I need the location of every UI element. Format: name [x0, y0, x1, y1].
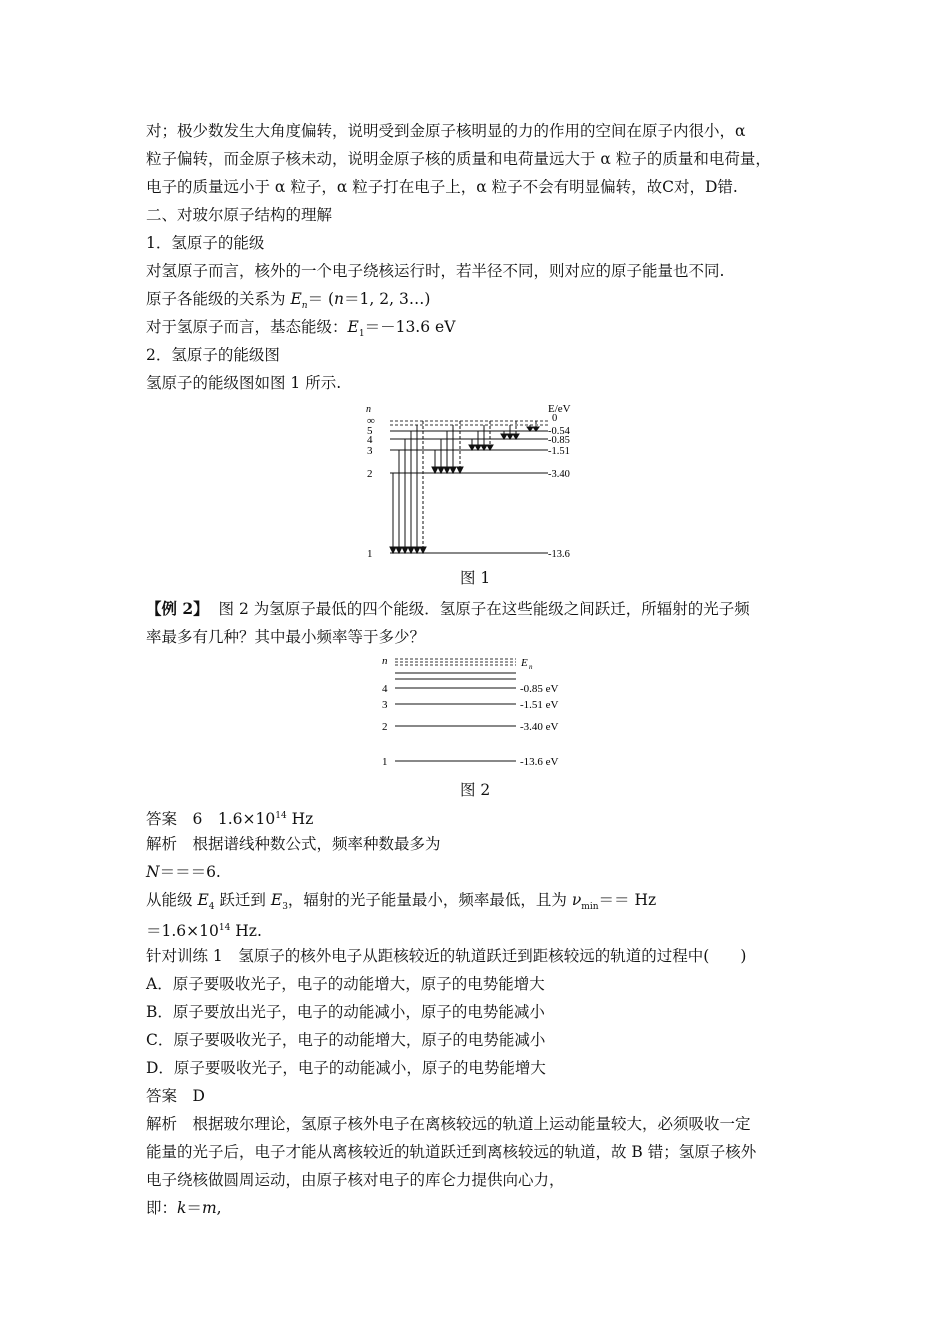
text-span: E: [197, 891, 209, 909]
arrow-head: [414, 547, 420, 553]
text-span: k: [177, 1199, 187, 1217]
text-span: ＝1.6×10: [146, 922, 219, 941]
arrow-head: [408, 547, 414, 553]
analysis-line: 电子绕核做圆周运动，由原子核对电子的库仑力提供向心力，: [146, 1171, 565, 1189]
level-n-label: 2: [382, 721, 388, 733]
figure-caption: 图 1: [460, 569, 491, 587]
transition-arrows-to-4: [501, 421, 519, 439]
text-span: E: [270, 891, 283, 909]
arrow-head: [501, 434, 507, 439]
arrow-head: [420, 547, 426, 553]
formula-line: [146, 915, 262, 944]
subscript: min: [581, 902, 599, 913]
formula-line: [146, 859, 221, 885]
example-line: [146, 596, 750, 622]
answer-line: 答案 D: [146, 1087, 205, 1105]
text-span: ν: [571, 891, 582, 909]
axis-n-label: n: [366, 404, 371, 415]
arrow-head: [396, 547, 402, 553]
text-span: m: [201, 1199, 217, 1217]
text-span: Hz: [286, 810, 314, 829]
figure-caption: 图 2: [460, 781, 491, 799]
energy-level-diagram-1: [362, 400, 602, 565]
level-n-label: 3: [382, 699, 388, 711]
answer-line: [146, 803, 313, 832]
level-e-label: -3.40 eV: [520, 721, 559, 733]
level-n-label: 1: [367, 548, 373, 560]
text-span: E: [290, 290, 302, 308]
level-e-label: 0: [552, 413, 558, 424]
text-span: n: [334, 290, 345, 308]
arrow-head: [469, 445, 475, 450]
arrow-head: [438, 467, 444, 473]
analysis-line: 解析 根据谱线种数公式，频率种数最多为: [146, 835, 441, 853]
level-e-label: -13.6 eV: [520, 756, 559, 768]
paragraph-line: 电子的质量远小于 α 粒子，α 粒子打在电子上，α 粒子不会有明显偏转，故C对，D错.: [146, 178, 738, 196]
text-span: 图 2 为氢原子最低的四个能级．氢原子在这些能级之间跃迁，所辐射的光子频: [218, 600, 750, 618]
paragraph-line: 率最多有几种？其中最小频率等于多少？: [146, 628, 426, 646]
axis-e-subscript: n: [529, 663, 533, 671]
arrow-head: [402, 547, 408, 553]
axis-e-label: E: [521, 657, 528, 669]
arrow-head: [507, 434, 513, 439]
level-n-label: 3: [367, 445, 373, 457]
level-n-label: 1: [382, 756, 388, 768]
option-b: B．原子要放出光子，电子的动能减小，原子的电势能减小: [146, 1003, 545, 1021]
formula-line: [146, 1195, 222, 1221]
text-span: 原子各能级的关系为: [146, 290, 291, 308]
option-c: C．原子要吸收光子，电子的动能增大，原子的电势能减小: [146, 1031, 546, 1049]
example-label: 【例 2】: [146, 599, 209, 618]
text-span: ＝ (: [307, 290, 335, 308]
text-span: ＝: [186, 1199, 202, 1217]
paragraph-line: 粒子偏转，而金原子核未动，说明金原子核的质量和电荷量远大于 α 粒子的质量和电荷量，: [146, 150, 771, 168]
text-span: ＝＝ Hz: [598, 891, 657, 909]
arrow-head: [390, 547, 396, 553]
level-n-label: 4: [367, 434, 373, 446]
arrow-head: [450, 467, 456, 473]
subscript: 1: [358, 329, 365, 340]
axis-n-label: n: [382, 655, 388, 667]
analysis-line: 能量的光子后，电子才能从离核较近的轨道跃迁到离核较远的轨道，故 B 错；氢原子核外: [146, 1143, 757, 1161]
arrow-head: [475, 445, 481, 450]
arrow-head: [481, 445, 487, 450]
level-n-label: ∞: [367, 415, 375, 427]
level-e-label: -1.51: [548, 446, 570, 457]
section-heading: 二、对玻尔原子结构的理解: [146, 206, 333, 224]
question-line: 针对训练 1 氢原子的核外电子从距核较近的轨道跃迁到距核较远的轨道的过程中( ): [146, 947, 747, 965]
arrow-head: [487, 445, 493, 450]
paragraph-line: 氢原子的能级图如图 1 所示.: [146, 374, 342, 392]
superscript: 14: [275, 811, 287, 821]
text-span: ,: [216, 1199, 222, 1217]
text-span: ，辐射的光子能量最小，频率最低，且为: [287, 891, 572, 909]
arrow-head: [527, 427, 533, 431]
level-n-label: 4: [382, 683, 388, 695]
superscript: 14: [218, 923, 231, 933]
text-span: 答案 6 1.6×10: [146, 810, 276, 829]
level-n-label: 5: [367, 425, 373, 437]
option-a: A．原子要吸收光子，电子的动能增大，原子的电势能增大: [146, 975, 545, 993]
option-d: D．原子要吸收光子，电子的动能减小，原子的电势能增大: [146, 1059, 546, 1077]
paragraph-line: 对氢原子而言，核外的一个电子绕核运行时，若半径不同，则对应的原子能量也不同.: [146, 262, 725, 280]
transition-arrows-to-2: [432, 421, 463, 473]
axis-e-label: E/eV: [548, 403, 571, 415]
arrow-head: [444, 467, 450, 473]
energy-level-diagram-2: [378, 652, 588, 772]
transition-arrows-to-1: [390, 421, 426, 553]
level-e-label: -0.85 eV: [520, 683, 559, 695]
level-e-label: -3.40: [548, 469, 570, 480]
text-span: 即：: [146, 1199, 178, 1217]
paragraph-line: 对；极少数发生大角度偏转，说明受到金原子核明显的力的作用的空间在原子内很小，α: [146, 122, 746, 140]
level-e-label: -0.85: [548, 435, 570, 446]
text-span: E: [347, 318, 359, 336]
text-span: 跃迁到: [214, 891, 271, 909]
arrow-head: [513, 434, 519, 439]
text-span: Hz.: [230, 922, 262, 941]
level-e-label: -0.54: [548, 426, 570, 437]
subscript: 4: [208, 902, 215, 913]
text-span: ＝1, 2, 3…): [344, 290, 431, 308]
text-span: 对于氢原子而言，基态能级：: [146, 318, 348, 336]
text-span: 从能级: [146, 891, 198, 909]
subscript: 3: [282, 902, 288, 913]
text-span: N: [146, 863, 160, 881]
transition-arrows-to-5: [527, 421, 539, 431]
text-span: ＝＝＝6.: [159, 863, 221, 881]
level-e-label: -13.6: [548, 549, 570, 560]
level-e-label: -1.51 eV: [520, 699, 559, 711]
arrow-head: [432, 467, 438, 473]
subscript: n: [301, 301, 308, 312]
arrow-head: [533, 427, 539, 431]
arrow-head: [457, 467, 463, 473]
subsection-heading: 1．氢原子的能级: [146, 234, 265, 252]
analysis-line: 解析 根据玻尔理论，氢原子核外电子在离核较远的轨道上运动能量较大，必须吸收一定: [146, 1115, 751, 1133]
level-n-label: 2: [367, 468, 373, 480]
subsection-heading: 2．氢原子的能级图: [146, 346, 280, 364]
text-span: ＝－13.6 eV: [364, 318, 456, 336]
